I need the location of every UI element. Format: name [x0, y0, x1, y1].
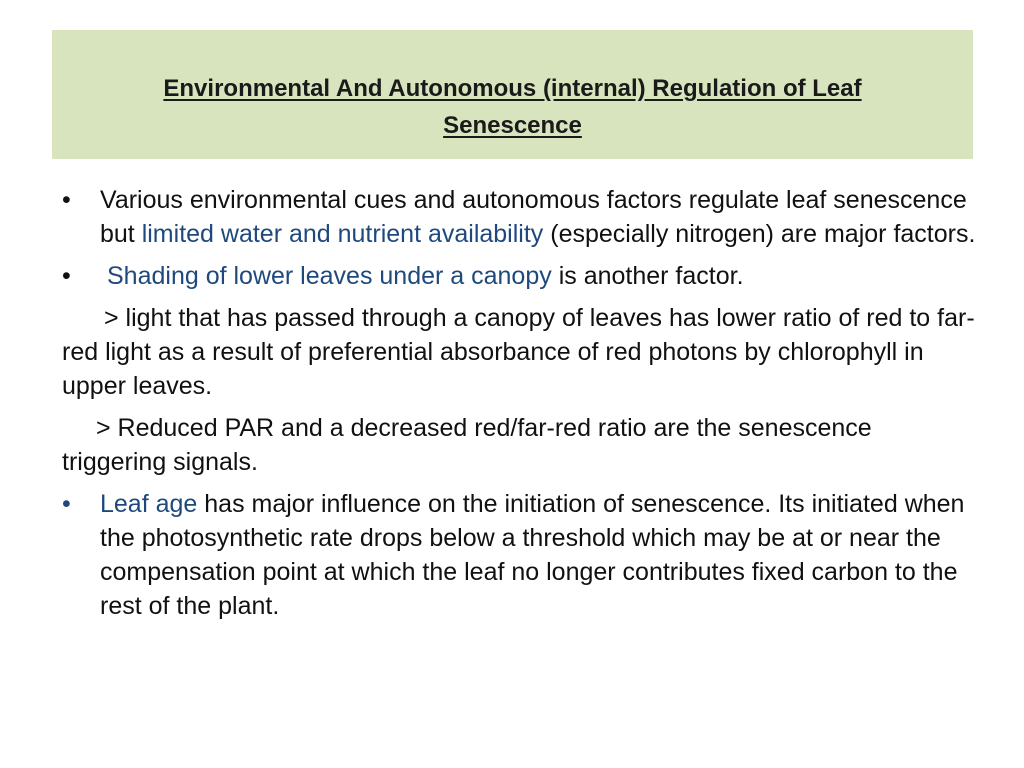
bullet-shading [62, 259, 982, 293]
slide-title-line-2: Senescence [443, 112, 582, 139]
bullet-marker: • [62, 186, 71, 214]
slide-title-line-1: Environmental And Autonomous (internal) Regulation of Leaf [163, 75, 862, 102]
bullet-marker: • [62, 490, 71, 518]
sub-point-par [62, 411, 982, 479]
bullet-text: is another factor. [551, 262, 744, 290]
sub-point-red-far-red [62, 301, 982, 403]
bullet-marker: • [62, 262, 71, 290]
sub-point-text: > Reduced PAR and a decreased red/far-red ratio are the senescence triggering signals. [62, 414, 872, 476]
bullet-leaf-age [62, 487, 982, 623]
highlight-text: Shading of lower leaves under a canopy [107, 262, 552, 290]
highlight-text: Leaf age [100, 490, 198, 518]
highlight-text: limited water and nutrient availability [141, 220, 544, 248]
title-banner [52, 30, 973, 159]
sub-point-text: > light that has passed through a canopy of leaves has lower ratio of red to far-red light as a result of preferential absorbance of red photons by chlorophyll in upper leaves. [62, 304, 975, 400]
bullet-text: (especially nitrogen) are major factors. [543, 220, 976, 248]
bullet-water-nutrients [62, 183, 982, 251]
slide-body [62, 183, 982, 623]
slide-title [52, 70, 973, 144]
bullet-text: has major influence on the initiation of senescence. Its initiated when the photosynthetic rate drops below a threshold which may be at or near the compensation point at which the leaf no longer contributes fixed carbon to the rest of the plant. [100, 490, 965, 620]
bullet-text: Various environmental cues and autonomous factors regulate leaf senescence but [100, 186, 967, 248]
